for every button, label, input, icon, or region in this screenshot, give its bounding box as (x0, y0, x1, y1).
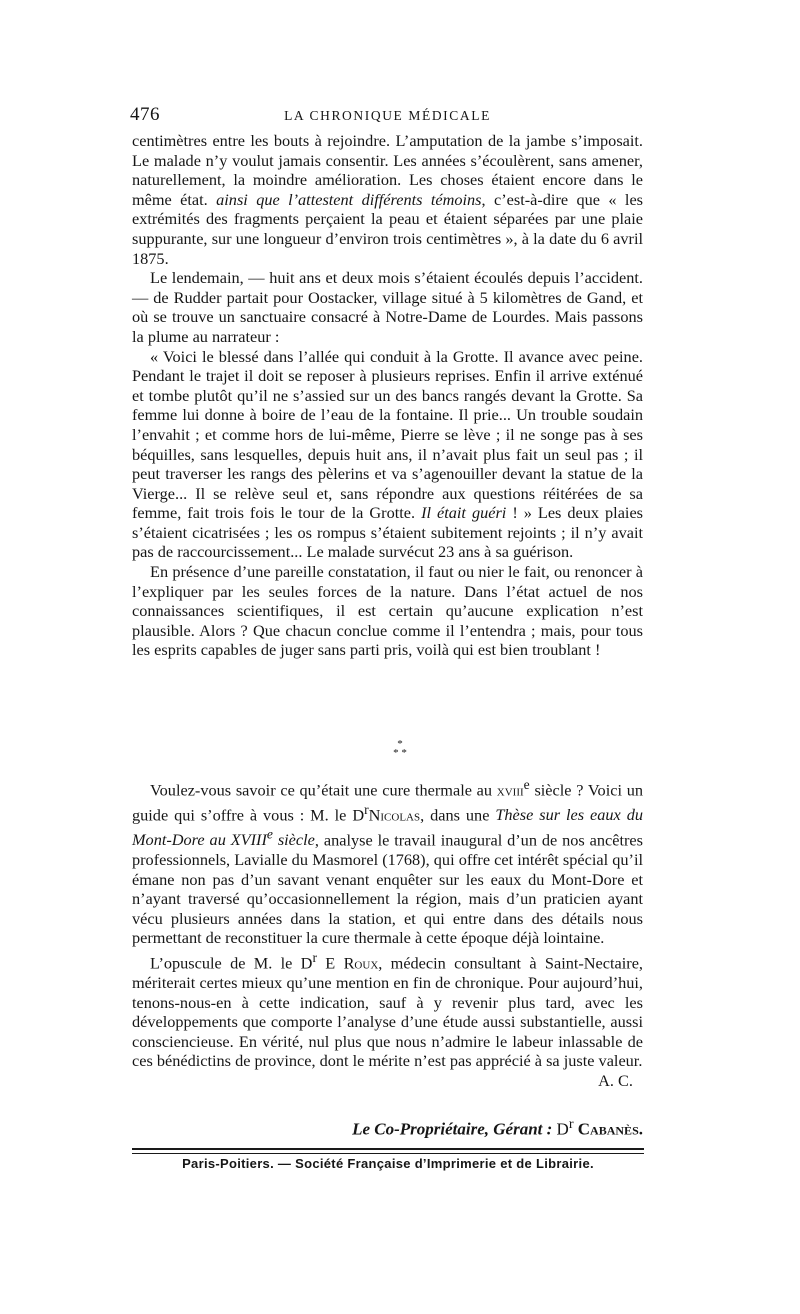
printer-line: Paris-Poitiers. — Société Française d’Imprimerie et de Librairie. (182, 1156, 594, 1171)
author-name: Nicolas (368, 805, 421, 825)
page-number: 476 (130, 104, 160, 125)
publisher-imprint: Le Co-Propriétaire, Gérant : $D^r$ Cabanès. (352, 1116, 643, 1139)
paragraph-3: « Voici le blessé dans l’allée qui conduit à la Grotte. Il avance avec peine. Pendant le trajet il doit se reposer à plusieurs reprises. Enfin il arrive exténué et tombe plutôt qu’il ne s’assied sur un des bancs rangés devant la Grotte. Sa femme lui donne à boire de l’eau de la fontaine. Il prie... Un trouble soudain l’envahit ; et comme hors de lui-même, Pierre se lève ; il ne songe pas à ses béquilles, sans lesquelles, depuis huit ans, il n’avait plus fait un seul pas ; il peut traverser les rangs des pèlerins et va s’agenouiller devant la statue de la Vierge... Il se relève seul et, sans répondre aux questions réitérées de sa femme, fait trois fois le tour de la Grotte. Il était guéri ! » Les deux plaies s’étaient cicatrisées ; les os rompus s’étaient subitement rejoints ; il n’y avait pas de raccourcissement... Le malade survécut 23 ans à sa guérison. (132, 346, 644, 562)
paragraph-1: centimètres entre les bouts à rejoindre. L’amputation de la jambe s’imposait. Le malade n’y voulut jamais consentir. Les années s’écoulèrent, sans amener, naturellement, la moindre amélioration. Les choses étaient encore dans le même état. ainsi que l’attestent différents témoins, c’est-à-dire que « les extrémités des fragments perçaient la peau et étaient séparées par une plaie suppurante, sur une longueur d’environ trois centimètres », à la date du 6 avril 1875. (132, 131, 644, 268)
page-header (130, 104, 645, 128)
footer-rule-thin (132, 1153, 644, 1154)
running-title: LA CHRONIQUE MÉDICALE (284, 108, 491, 123)
paragraph-6: L’opuscule de M. le $D^r$ E Roux, médecin consultant à Saint-Nectaire, mériterait certes mieux qu’une mention en fin de chronique. Pour aujourd’hui, tenons-nous-en à cette indication, sauf à y revenir plus tard, avec les développements que comporte l’analyse d’une étude aussi substantielle, aussi consciencieuse. En vérité, nul plus que nous n’admire le labeur inlassable de ces bénédictins de province, dont le mérite n’est pas apprécié à sa juste valeur. A. C. (132, 950, 643, 1090)
italic-phrase: ainsi que l’attestent différents témoins (216, 189, 482, 209)
signature: A. C. (598, 1071, 633, 1090)
article-thermal-cure (132, 775, 643, 1091)
footer-rule-thick (132, 1148, 644, 1150)
paragraph-5: Voulez-vous savoir ce qu’était une cure thermale au xviii$^e$ siècle ? Voici un guide qui s’offre à vous : M. le $D^rNicolas$, dans une Thèse sur les eaux du Mont-Dore au XVIIIe siècle, analyse le travail inaugural d’un de nos ancêtres professionnels, Lavialle du Masmorel (1768), qui offre cet intérêt spécial qu’il émane non pas d’un savant venant enquêter sur les eaux du Mont-Dore et n’ayant traversé qu’occasionnellement la région, mais d’un praticien ayant vécu plusieurs années dans la station, et qui entre dans des détails nous permettant de reconstituer la cure thermale à cette époque déjà lointaine. (132, 777, 643, 948)
asterism-separator: * * * (393, 738, 407, 759)
article-continuation (132, 131, 643, 660)
paragraph-2: Le lendemain, — huit ans et deux mois s’étaient écoulés depuis l’accident. — de Rudder partait pour Oostacker, village situé à 5 kilomètres de Gand, et où se trouve un sanctuaire consacré à Notre-Dame de Lourdes. Mais passons la plume au narrateur : (132, 268, 643, 346)
thesis-title: Thèse sur les eaux du Mont-Dore au XVIIIe siècle (132, 805, 643, 850)
italic-phrase: Il était guéri (421, 503, 507, 523)
author-name: E Roux (316, 953, 379, 973)
paragraph-4: En présence d’une pareille constatation, il faut ou nier le fait, ou renoncer à l’expliquer par les seules forces de la nature. Dans l’état actuel de nos connaissances scientifiques, il est certain qu’aucune explication n’est plausible. Alors ? Que chacun conclue comme il l’entendra ; mais, pour tous les esprits capables de juger sans parti pris, voilà qui est bien troublant ! (132, 562, 643, 660)
